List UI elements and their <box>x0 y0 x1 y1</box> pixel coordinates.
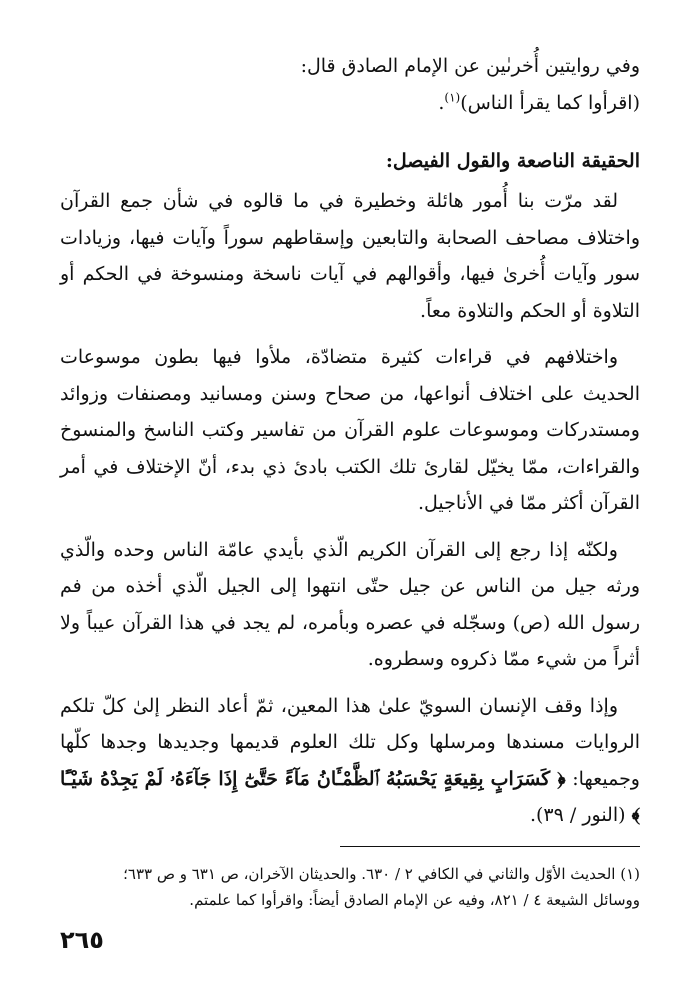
page-body <box>60 48 640 913</box>
paragraph: لقد مرّت بنا أُمور هائلة وخطيرة في ما قالوه في شأن جمع القرآن واختلاف مصاحف الصحابة والتابعين وإسقاطهم سوراً وآيات فيها، وزيادات سور وآيات أُخرىٰ فيها، وأقوالهم في آيات ناسخة ومنسوخة في الحكم أو التلاوة أو الحكم والتلاوة معاً. <box>60 190 640 322</box>
page-number: ٢٦٥ <box>60 926 104 954</box>
paragraph-text: وإذا وقف الإنسان السويّ علىٰ هذا المعين، ثمّ أعاد النظر إلىٰ كلّ تلكم الروايات مسندها ومرسلها وكل تلك العلوم قديمها وجديدها وجدها كلّها وجميعها: <box>60 694 640 790</box>
footnote-line: ووسائل الشيعة ٤ / ٨٢١، وفيه عن الإمام الصادق أيضاً: واقرأوا كما علمتم. <box>189 890 640 909</box>
verse-reference: (النور / ٣٩). <box>529 804 626 826</box>
quran-verse: ﴿ كَسَرَابٍ بِقِيعَةٍ يَحْسَبُهُ ٱلظَّمْـَٔانُ مَآءً حَتَّىٰٓ إِذَا جَآءَهُۥ لَمْ يَجِدْهُ شَيْـًٔا ﴾ <box>60 767 640 826</box>
footnote-marker[interactable]: (١) <box>444 90 461 105</box>
footnote-line: (١) الحديث الأوّل والثاني في الكافي ٢ / ٦٣٠. والحديثان الآخران، ص ٦٣١ و ص ٦٣٣؛ <box>123 864 640 883</box>
intro-line: وفي روايتين أُخرىٰين عن الإمام الصادق قال: <box>300 55 640 77</box>
paragraph: واختلافهم في قراءات كثيرة متضادّة، ملأوا فيها بطون موسوعات الحديث على اختلاف أنواعها، من صحاح وسنن ومسانيد ومصنفات وزوائد ومستدركات وموسوعات علوم القرآن من تفاسير وكتب الناسخ والمنسوخ والقراءات، ممّا يخيّل لقارئ تلك الكتب بادئ ذي بدء، أنّ الإختلاف في أمر القرآن أكثر ممّا في الأناجيل. <box>60 346 640 514</box>
section-heading: الحقيقة الناصعة والقول الفيصل: <box>385 150 640 172</box>
intro-quote-end: . <box>438 91 445 114</box>
paragraph-with-verse <box>60 688 640 834</box>
intro-quote <box>60 85 640 122</box>
intro-quote-text: (اقرأوا كما يقرأ الناس) <box>460 91 640 114</box>
footnote-separator <box>340 846 640 847</box>
footnotes <box>60 861 640 913</box>
paragraph: ولكنّه إذا رجع إلى القرآن الكريم الّذي بأيدي عامّة الناس وحده والّذي ورثه جيل من الناس عن جيل حتّى انتهوا إلى الجيل الّذي أخذه من فم رسول الله (ص) وسجّله في عصره وبأمره، لم يجد في هذا القرآن عيباً ولا أثراً من شيء ممّا ذكروه وسطروه. <box>60 538 640 670</box>
